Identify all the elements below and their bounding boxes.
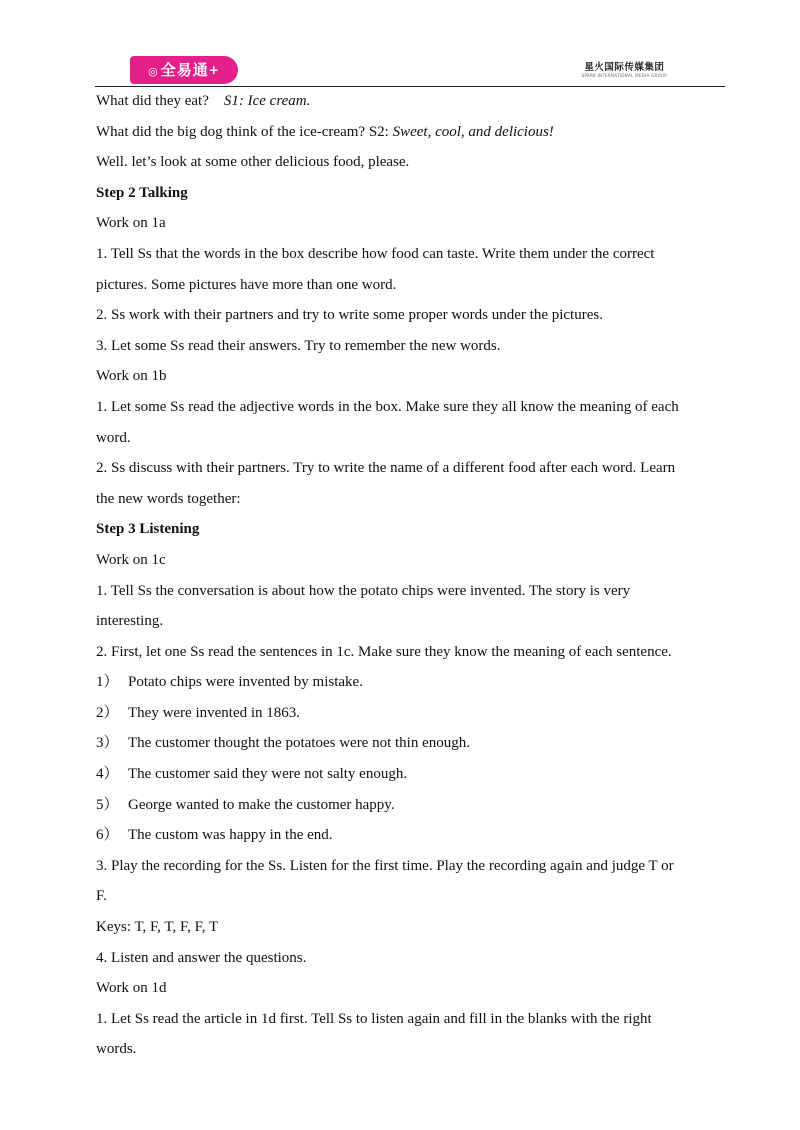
- answer-keys: Keys: T, F, T, F, F, T: [96, 919, 219, 936]
- paragraph-line: the new words together:: [96, 490, 241, 507]
- question-text: What did the big dog think of the ice-cream? S2:: [96, 123, 393, 140]
- paragraph-line: word.: [96, 429, 131, 446]
- paragraph-line: Well. let’s look at some other delicious food, please.: [96, 154, 410, 171]
- paragraph-line: F.: [96, 888, 107, 905]
- logo-swirl-icon: ◎: [148, 65, 159, 78]
- question-line: [96, 86, 726, 117]
- list-item-text: The customer thought the potatoes were not thin enough.: [128, 735, 471, 752]
- document-body: [96, 86, 726, 1065]
- paragraph-line: 1. Tell Ss the conversation is about how the potato chips were invented. The story is very: [96, 582, 631, 599]
- list-item-number: 4）: [96, 766, 119, 783]
- paragraph-line: 3. Play the recording for the Ss. Listen for the first time. Play the recording again and judge T or: [96, 857, 674, 874]
- paragraph-line: 2. Ss work with their partners and try to write some proper words under the pictures.: [96, 307, 603, 324]
- list-item-number: 1）: [96, 674, 119, 691]
- list-item-number: 6）: [96, 827, 119, 844]
- list-item: [96, 790, 726, 821]
- list-item-number: 5）: [96, 796, 119, 813]
- brand-name-zh: 星火国际传媒集团: [584, 62, 665, 73]
- question-text: What did they eat?: [96, 93, 209, 109]
- answer-text: S1: Ice cream.: [223, 93, 311, 109]
- step-heading: Step 2 Talking: [96, 184, 188, 201]
- question-line: [96, 117, 726, 148]
- work-heading: Work on 1c: [96, 551, 166, 568]
- list-item-text: Potato chips were invented by mistake.: [128, 674, 363, 691]
- list-item: [96, 728, 726, 759]
- logo: [130, 56, 238, 84]
- list-item-text: The custom was happy in the end.: [128, 827, 333, 844]
- logo-text: 全易通: [160, 61, 209, 79]
- list-item: [96, 820, 726, 851]
- paragraph-line: pictures. Some pictures have more than one word.: [96, 276, 397, 293]
- list-item-text: The customer said they were not salty enough.: [128, 766, 408, 783]
- page-header: [95, 52, 725, 87]
- paragraph-line: words.: [96, 1041, 137, 1058]
- answer-text: Sweet, cool, and delicious!: [392, 123, 554, 140]
- paragraph-line: 1. Let some Ss read the adjective words in the box. Make sure they all know the meaning of each: [96, 398, 679, 415]
- list-item: [96, 667, 726, 698]
- paragraph-line: 2. Ss discuss with their partners. Try to write the name of a different food after each word. Learn: [96, 460, 676, 477]
- work-heading: Work on 1b: [96, 368, 167, 385]
- list-item-text: They were invented in 1863.: [128, 704, 301, 721]
- paragraph-line: 1. Let Ss read the article in 1d first. Tell Ss to listen again and fill in the blanks with the right: [96, 1010, 652, 1027]
- paragraph-line: 3. Let some Ss read their answers. Try to remember the new words.: [96, 337, 501, 354]
- list-item: [96, 698, 726, 729]
- brand-name-en: SPARK INTERNATIONAL MEDIA GROUP: [581, 73, 667, 78]
- work-heading: Work on 1d: [96, 980, 167, 997]
- list-item: [96, 759, 726, 790]
- list-item-number: 2）: [96, 704, 119, 721]
- step-heading: Step 3 Listening: [96, 521, 200, 538]
- work-heading: Work on 1a: [96, 215, 166, 232]
- paragraph-line: 2. First, let one Ss read the sentences in 1c. Make sure they know the meaning of each sentence.: [96, 643, 672, 660]
- logo-plus: +: [208, 63, 220, 77]
- list-item-text: George wanted to make the customer happy.: [128, 796, 395, 813]
- paragraph-line: 1. Tell Ss that the words in the box describe how food can taste. Write them under the correct: [96, 245, 655, 262]
- list-item-number: 3）: [96, 735, 119, 752]
- brand: [582, 59, 667, 78]
- paragraph-line: 4. Listen and answer the questions.: [96, 949, 307, 966]
- paragraph-line: interesting.: [96, 613, 164, 630]
